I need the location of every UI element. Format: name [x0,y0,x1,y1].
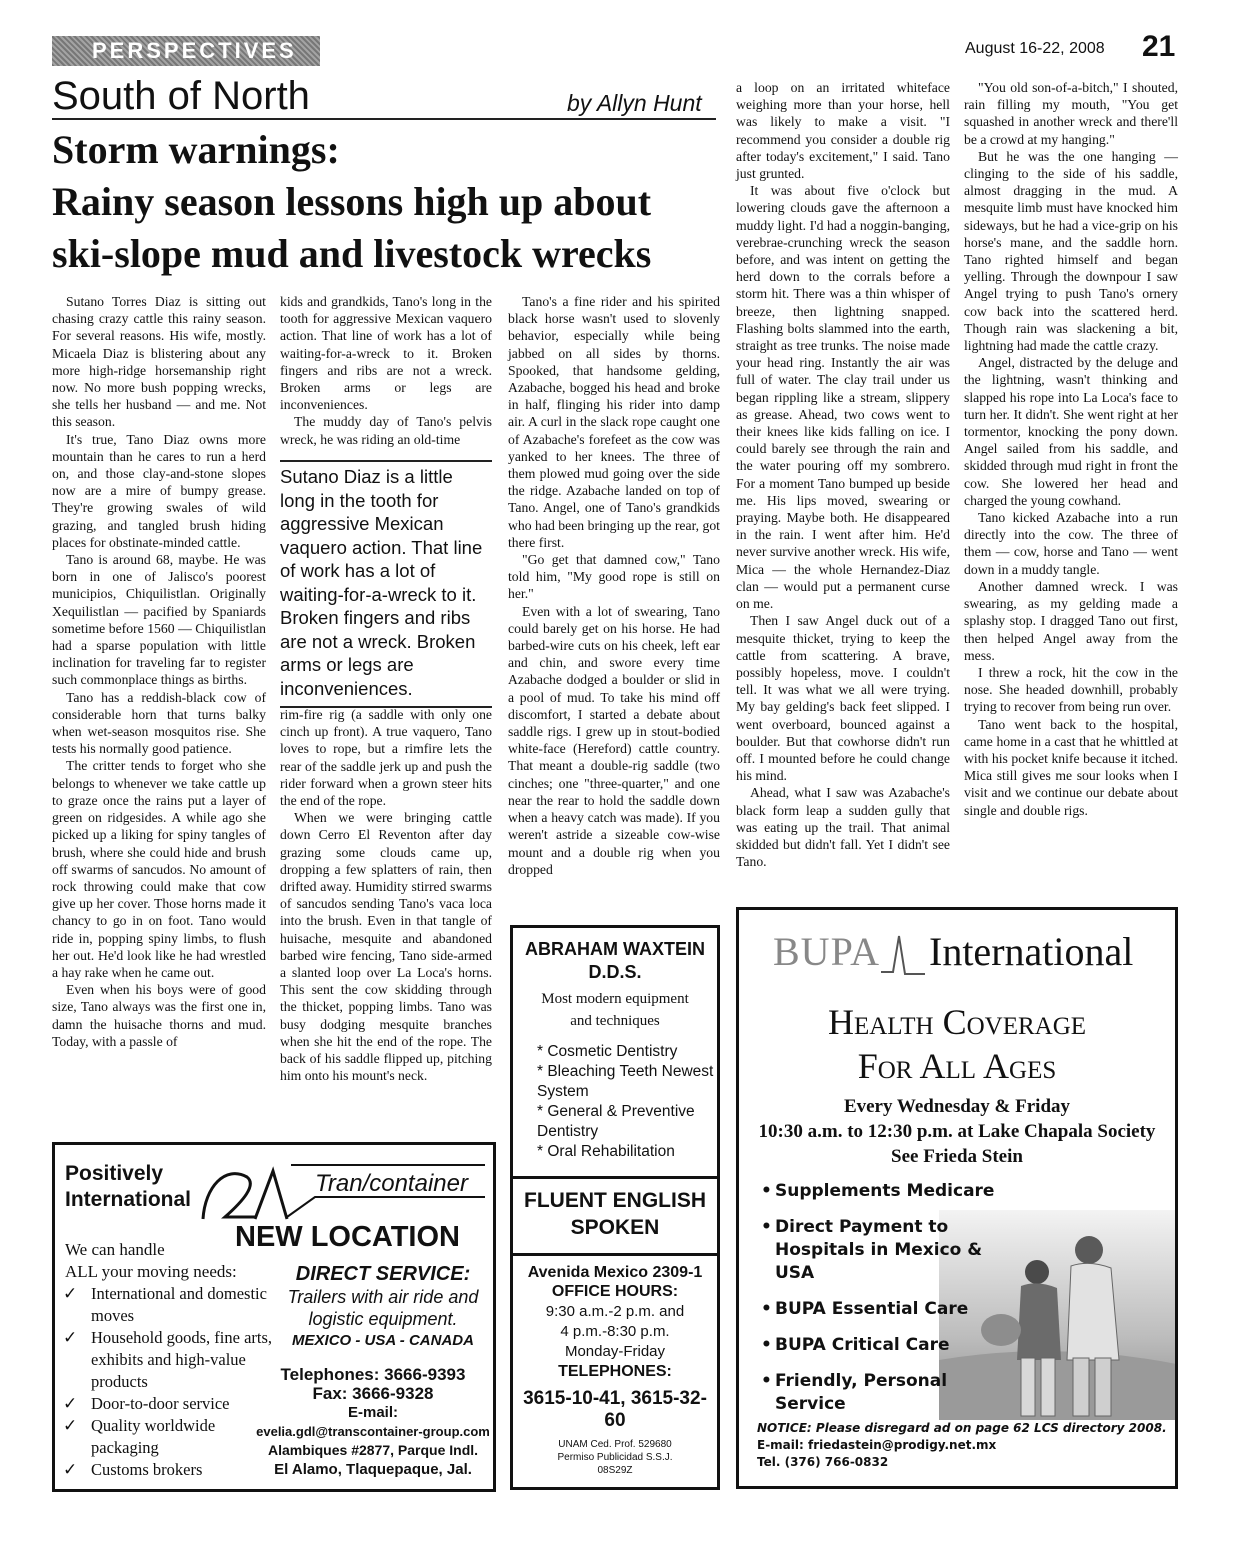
list-item: • Friendly, Personal Service [761,1370,1001,1416]
new-location: NEW LOCATION [235,1221,460,1253]
fine-print [513,1438,717,1477]
headline-line-1: Storm warnings: [52,127,340,172]
bupa-international: International [929,929,1134,974]
list-item: • Supplements Medicare [761,1180,1001,1203]
paragraph: Angel, distracted by the deluge and the lightning, wasn't thinking and slapped his rope into La Loca's face to turn her. It didn't. She went right at her tormentor, knocking the pony down. Angel sailed from his saddle, and skidded through mud right in front the cow. She lowered her head and charged the young cowhand. [964,355,1178,508]
paragraph: a loop on an irritated whiteface weighing more than your horse, hell was likely to make a visit. "I recommend you consider a double rig after today's excitement," I said. Tano just grunted. [736,80,950,182]
fax: Fax: 3666-9328 [312,1384,434,1403]
paragraph: The critter tends to forget who she belongs to whenever we take cattle up to graze once the rains put a layer of green on ridgesides. A while ago she picked up a liking for spiny tangles of brush, where she could hide and brush off swarms of sancudos. No amount of rock throwing could make that cow give up her cover. Those horns made it chancy to go in on foot. Tano would ride in, popping spiny limbs, to flush her out. He'd look like he had wrestled a hay rake when he came out. [52,758,266,980]
ad-tagline [65,1161,191,1213]
paragraph: It was about five o'clock but lowering clouds gave the afternoon a muddy light. I'd had a noggin-banging, verebrae-crunching wreck the season before, and was intent on getting the herd down to the corrals before a storm hit. There was a thin whisper of breeze, then lightning snapped. Flashing bolts slammed into the earth, straight as tree trunks. The noise made your head ring. Instantly the air was full of water. The clay trail under us began rippling like a stream, slippery as grease. Ahead, two cows went to their knees like kids falling on ice. I could barely see through the rain and the water pouring off my sombrero. For a moment Tano bumped up beside me. His lips moved, swearing or praying. Maybe both. He disappeared in the rain. I went after him. He'd never survive another wreck. His wife, Mica — the whole Hernandez-Diaz clan — would put a permanent curse on me. [736,183,950,612]
paragraph: When we were bringing cattle down Cerro El Reventon after day grazing some clouds came up, dropping a few splatters of rain, then drifted away. Humidity stirred swarms of sancudos sending Tano's vaca loca into the brush. Even in that tangle of huisache, mesquite and abandoned barbed wire fencing, Tano side-armed a slanted loop over La Loca's horns. This sent the cow skidding through the thicket, popping limbs. Tano was busy dodging mesquite branches when she hit the end of the rope. The back of his saddle flipped up, pitching him onto his mount's neck. [280,810,492,1084]
heading-line: For All Ages [857,1046,1057,1086]
bupa-logo: BUPA [773,929,881,974]
paragraph: Tano is around 68, maybe. He was born in one of Jalisco's poorest municipios, Chiquilistlan. Originally Xequilistlan — pacified by Spaniards sometime before 1560 — Chiquilistlan had a sparse population with little inclination for traveling far to register such commonplace things as births. [52,552,266,688]
hours-line: 4 p.m.-8:30 p.m. [560,1323,670,1340]
divider [513,1253,717,1256]
tagline-line: and techniques [570,1013,660,1029]
logo-wordmark: Tran/container [315,1170,468,1197]
list-item: ✓ Household goods, fine arts, exhibits and high-value products [63,1328,273,1391]
bupa-benefits [761,1180,1001,1429]
handle-text [65,1239,237,1283]
schedule-line: 10:30 a.m. to 12:30 p.m. at Lake Chapala Society [758,1121,1156,1142]
countries: MEXICO - USA - CANADA [292,1332,474,1349]
heartbeat-icon [879,932,927,978]
paragraph: Even when his boys were of good size, Tano always was the first one in, damn the huisache thorns and mud. Today, with a passle of [52,982,266,1049]
article-column-2-bottom [280,706,492,1084]
transcontainer-logo [195,1157,491,1227]
bupa-schedule [739,1094,1175,1169]
contact-block [251,1365,495,1479]
hours-line: Monday-Friday [564,1343,666,1360]
checkmark-icon: ✓ [63,1328,78,1347]
byline: by Allyn Hunt [567,90,702,116]
fine-line: Permiso Publicidad S.S.J. [557,1452,673,1463]
bupa-ad [736,907,1178,1489]
paragraph: Sutano Torres Diaz is sitting out chasing crazy cattle this rainy season. For several reasons. His wife, mostly. Micaela Diaz is blistering about any more high-ridge horsemanship right now. No more bush popping wrecks, she tells her husband — and me. Not this season. [52,294,266,430]
notice: NOTICE: Please disregard ad on page 62 LCS directory 2008. [757,1421,1167,1435]
column-name: South of North [52,74,310,118]
divider [513,1176,717,1179]
dentist-ad [510,925,720,1490]
checkmark-icon: ✓ [63,1416,78,1435]
telephone: Tel. (376) 766-0832 [757,1455,889,1469]
dentist-name [513,938,717,984]
list-item: ✓ International and domestic moves [63,1284,267,1325]
service-list [63,1283,273,1481]
list-item: • BUPA Essential Care [761,1298,1001,1321]
article-column-5 [964,79,1178,819]
dentist-address: Avenida Mexico 2309-1 [527,1264,703,1281]
list-item: * Cosmetic Dentistry [537,1043,678,1060]
paragraph: Ahead, what I saw was Azabache's black form leap a sudden gully that was eating up the trail. That animal skidded but didn't fall. Yet I didn't see Tano. [736,785,950,870]
list-item: * Oral Rehabilitation [537,1143,675,1160]
pull-quote: Sutano Diaz is a little long in the tooth for aggressive Mexican vaquero action. That line of work has a lot of waiting-for-a-wreck to it. Broken fingers and ribs are not a wreck. Broken arms or legs are inconveniences. [280,460,492,708]
email-label: E-mail: [347,1404,398,1421]
telephones: Telephones: 3666-9393 [280,1365,466,1384]
list-item: • BUPA Critical Care [761,1334,1001,1357]
paragraph: "Go get that damned cow," Tano told him, "My good rope is still on her." [508,552,720,602]
english-line: FLUENT ENGLISH [524,1189,706,1212]
article-column-4 [736,79,950,870]
article-column-2-top [280,293,492,448]
transcontainer-ad [52,1142,496,1492]
tagline-line: Positively [65,1162,164,1185]
section-label: PERSPECTIVES [52,36,320,66]
office-hours [513,1282,717,1382]
paragraph: The muddy day of Tano's pelvis wreck, he was riding an old-time [280,414,492,447]
bupa-heading [739,1000,1175,1088]
direct-service-desc: Trailers with air ride and logistic equipment. [287,1287,479,1329]
paragraph: "You old son-of-a-bitch," I shouted, rain filling my mouth, "You get squashed in another wreck and there'll be a crowd at my hanging." [964,80,1178,147]
paragraph: rim-fire rig (a saddle with only one cinch up front). A true vaquero, Tano loves to rope, but a rimfire lets the rear of the saddle jerk up and push the rider forward when a grown steer hits the end of the rope. [280,707,492,809]
checkmark-icon: ✓ [63,1460,78,1479]
tagline-line: Most modern equipment [541,991,689,1007]
bupa-contact [757,1420,1167,1471]
headline-line-3: ski-slope mud and livestock wrecks [52,231,652,276]
paragraph: Tano's a fine rider and his spirited black horse wasn't used to slovenly behavior, especially while being jabbed on all sides by thorns. Spooked, that handsome gelding, Azabache, bogged his head and broke in half, flinging his rider into damp air. A curl in the slack rope caught one of Azabache's forefeet as the cow was yanked to her knees. The three of them plowed mud going over the side the ridge. Azabache landed on top of Tano. Angel, one of Tano's grandkids who had been bringing up the rear, got there first. [508,294,720,550]
schedule-line: See Frieda Stein [891,1146,1023,1167]
paragraph: Tano went back to the hospital, came home in a cast that he whittled at with his pocket knife because it itched. Mica still gives me sour looks when I visit and we continue our debate about single and double rigs. [964,716,1178,818]
hours-line: 9:30 a.m.-2 p.m. and [545,1303,685,1320]
paragraph: kids and grandkids, Tano's long in the tooth for aggressive Mexican vaquero action. That line of work has a lot of waiting-for-a-wreck to it. Broken fingers and ribs are not a wreck. Broken arms or legs are inconveniences. [280,294,492,413]
issue-date: August 16-22, 2008 [965,40,1105,57]
hours-label: OFFICE HOURS: [551,1283,679,1300]
tagline-line: International [65,1188,192,1211]
paragraph: Tano has a reddish-black cow of considerable horn that turns balky when wet-season mosquitos rise. She tests his normally good patience. [52,689,266,757]
address-line: El Alamo, Tlaquepaque, Jal. [274,1461,472,1478]
dentist-services [513,1042,717,1162]
fine-line: 08S29Z [597,1465,633,1476]
paragraph: It's true, Tano Diaz owns more mountain than he cares to run a herd on, and those clay-and-stone slopes now are a mire of bumpy grease. They're growing swales of wild grazing, and tangled brush hiding places for obstinate-minded cattle. [52,431,266,550]
direct-service [271,1263,495,1349]
paragraph: Even with a lot of swearing, Tano could barely get on his horse. He had barbed-wire cuts on his cheek, left ear and chin, and swore every time Azabache dodged a boulder or slid in a pool of mud. To take his mind off discomfort, I started a debate about saddle rigs. I grew up in stout-bodied white-face (Hereford) cattle country. That meant a double-rig saddle (two cinches; one "three-quarter," and one near the rear to hold the saddle down when a heavy catch was made). If you weren't astride a sizeable cow-wise mount and a double rig when you dropped [508,603,720,877]
paragraph: Then I saw Angel duck out of a mesquite thicket, trying to keep the cattle from scattering. A brave, possibly hopeless, move. I couldn't tell. It was what we all were trying. My bay gelding's back feet slipped. I went overboard, bounced against a boulder. But that cowhorse didn't run off. I mounted before he could change his mind. [736,613,950,784]
email-link[interactable]: E-mail: friedastein@prodigy.net.mx [757,1438,997,1452]
list-item: • Direct Payment to Hospitals in Mexico & USA [761,1216,1001,1285]
list-item: ✓ Door-to-door service [63,1394,230,1413]
dentist-tagline [513,988,717,1032]
dentist-phones: 3615-10-41, 3615-32-60 [523,1388,707,1431]
list-item: ✓ Customs brokers [63,1460,203,1479]
english-spoken [513,1187,717,1241]
paragraph: Another damned wreck. I was swearing, as my gelding made a splashy stop. I dragged Tano out first, then helped Angel away from the mess. [964,578,1178,663]
phones-label: TELEPHONES: [558,1363,672,1380]
headline-line-2: Rainy season lessons high up about [52,179,652,224]
direct-service-title: DIRECT SERVICE: [295,1263,471,1285]
english-line: SPOKEN [570,1216,660,1239]
handle-line: We can handle [65,1240,165,1259]
address-line: Alambiques #2877, Parque Indl. [267,1442,479,1458]
header-rule [52,118,716,120]
checkmark-icon: ✓ [63,1394,78,1413]
headline [52,124,718,280]
handle-line: ALL your moving needs: [65,1262,237,1281]
page-number: 21 [1142,30,1176,63]
checkmark-icon: ✓ [63,1284,78,1303]
heading-line: Health Coverage [827,1002,1087,1042]
schedule-line: Every Wednesday & Friday [843,1096,1071,1117]
email-link[interactable]: evelia.gdl@transcontainer-group.com [256,1424,490,1439]
paragraph: Tano kicked Azabache into a run directly into the cow. The three of them — cow, horse and Tano — went down in a muddy tangle. [964,510,1178,577]
paragraph: I threw a rock, hit the cow in the nose. She headed downhill, probably trying to recover from being run over. [964,664,1178,715]
fine-line: UNAM Ced. Prof. 529680 [558,1439,672,1450]
paragraph: But he was the one hanging — clinging to the side of his saddle, almost dragging in the mud. A mesquite limb must have knocked him sideways, but he had a vice-grip on his horse's mane, and the saddle horn. Tano righted himself and began yelling. Through the downpour I saw Angel trying to push Tano's ornery cow back into the scattered herd. Though rain was slackening a bit, lightning had made the cattle crazy. [964,148,1178,354]
list-item: ✓ Quality worldwide packaging [63,1416,216,1457]
article-column-1 [52,293,266,1050]
article-column-3 [508,293,720,878]
dentist-title: D.D.S. [588,962,642,982]
dentist-name-line: ABRAHAM WAXTEIN [525,939,705,959]
list-item: * General & Preventive Dentistry [537,1103,695,1140]
list-item: * Bleaching Teeth Newest System [537,1063,714,1100]
